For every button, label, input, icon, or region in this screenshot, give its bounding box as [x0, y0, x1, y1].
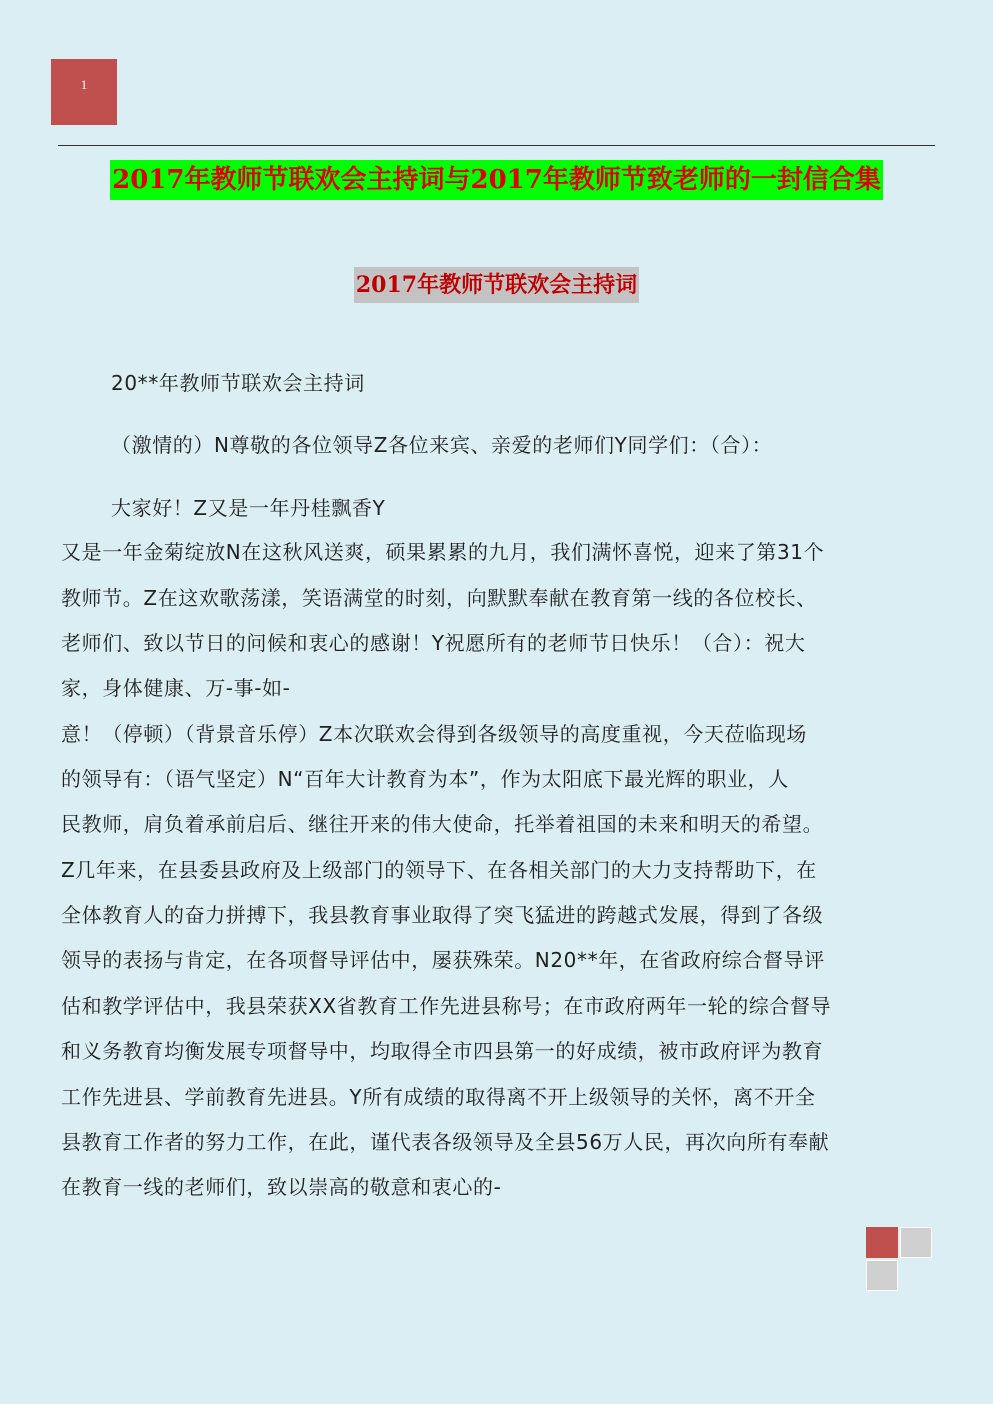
body-line: 估和教学评估中，我县荣获XX省教育工作先进县称号；在市政府两年一轮的综合督导 — [61, 994, 832, 1018]
header-divider — [58, 145, 935, 146]
body-line: 老师们、致以节日的问候和衷心的感谢！Y祝愿所有的老师节日快乐！（合）：祝大 — [61, 631, 806, 655]
document-title-text: 2017年教师节联欢会主持词与2017年教师节致老师的一封信合集 — [110, 160, 883, 200]
corner-decoration — [866, 1227, 934, 1293]
body-line: 和义务教育均衡发展专项督导中，均取得全市四县第一的好成绩，被市政府评为教育 — [61, 1039, 824, 1063]
body-line: 意！（停顿）（背景音乐停）Z本次联欢会得到各级领导的高度重视，今天莅临现场 — [61, 722, 807, 746]
section-title — [0, 267, 993, 303]
page-number: 1 — [80, 77, 88, 92]
body-line: 在教育一线的老师们，致以崇高的敬意和衷心的- — [61, 1175, 502, 1199]
greeting-line: 大家好！Z又是一年丹桂飘香Y — [111, 496, 386, 520]
corner-square-red — [866, 1227, 898, 1258]
corner-square-gray — [900, 1227, 932, 1258]
body-line: 家，身体健康、万-事-如- — [61, 676, 291, 700]
body-line: 民教师，肩负着承前启后、继往开来的伟大使命，托举着祖国的未来和明天的希望。 — [61, 812, 824, 836]
page-number-badge — [51, 59, 117, 125]
subtitle-line: 20**年教师节联欢会主持词 — [111, 371, 365, 395]
body-line: 又是一年金菊绽放N在这秋风送爽，硕果累累的九月，我们满怀喜悦，迎来了第31个 — [61, 540, 825, 564]
section-title-text: 2017年教师节联欢会主持词 — [354, 267, 639, 303]
body-line: 领导的表扬与肯定，在各项督导评估中，屡获殊荣。N20**年，在省政府综合督导评 — [61, 948, 825, 972]
body-line: Z几年来，在县委县政府及上级部门的领导下、在各相关部门的大力支持帮助下，在 — [61, 858, 817, 882]
document-title — [0, 160, 993, 200]
body-line: 县教育工作者的努力工作，在此，谨代表各级领导及全县56万人民，再次向所有奉献 — [61, 1130, 830, 1154]
body-line: 的领导有：（语气坚定）N“百年大计教育为本”，作为太阳底下最光辉的职业，人 — [61, 767, 789, 791]
body-line: 教师节。Z在这欢歌荡漾，笑语满堂的时刻，向默默奉献在教育第一线的各位校长、 — [61, 586, 817, 610]
salutation-line: （激情的）N尊敬的各位领导Z各位来宾、亲爱的老师们Y同学们：（合）： — [111, 433, 773, 457]
corner-square-gray — [866, 1260, 898, 1291]
body-line: 全体教育人的奋力拼搏下，我县教育事业取得了突飞猛进的跨越式发展，得到了各级 — [61, 903, 824, 927]
body-line: 工作先进县、学前教育先进县。Y所有成绩的取得离不开上级领导的关怀，离不开全 — [61, 1085, 816, 1109]
